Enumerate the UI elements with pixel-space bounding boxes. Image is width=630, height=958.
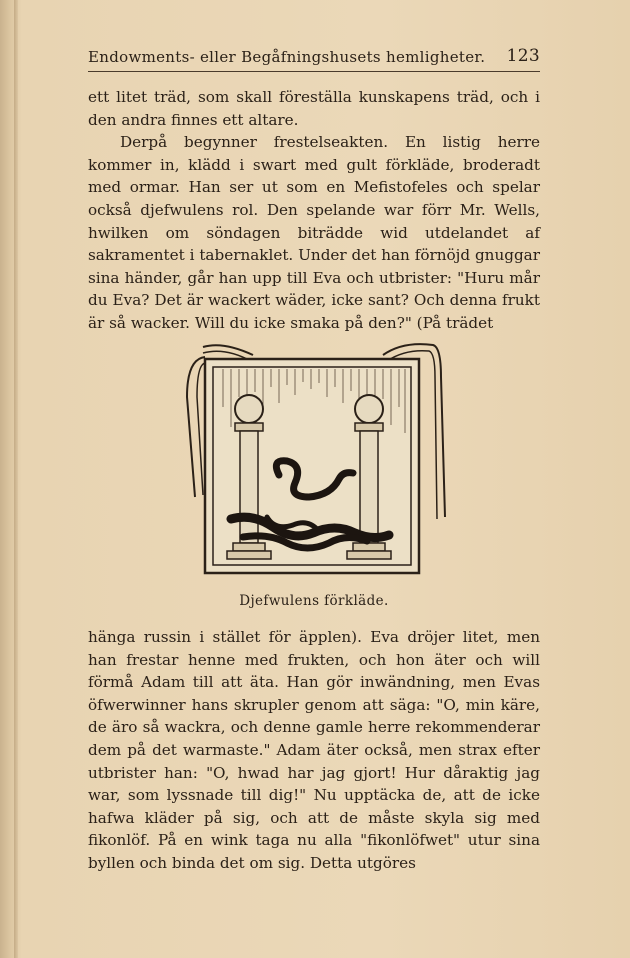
running-title: Endowments- eller Begåfningshusets hemligheter. <box>88 48 486 66</box>
text-block-bottom <box>88 626 540 875</box>
figure-apron <box>183 337 447 582</box>
running-header <box>88 44 540 68</box>
paragraph-3: hänga russin i stället för äpplen). Eva dröjer litet, men han frestar henne med frukten, och hon äter och will förmå Adam till att äta. Han gör inwändning, men Evas öfwerwinner hans skrupler genom att säga: "O, min käre, de äro så wackra, och denne gamle herre rekommenderar dem på det warmaste." Adam äter också, men strax efter utbrister han: "O, hwad har jag gjort! Hur dåraktig jag war, som lyssnade till dig!" Nu upptäcka de, att de icke hafwa kläder på sig, och att de måste skyla sig med fikonlöf. På en wink taga nu alla "fikonlöfwet" utur sina byllen och binda det om sig. Detta utgöres <box>88 628 540 872</box>
page-number: 123 <box>506 46 540 66</box>
page-spine <box>14 0 18 958</box>
text-block-top <box>88 86 540 335</box>
apron-illustration-icon <box>183 337 447 582</box>
header-rule <box>88 71 540 72</box>
paragraph-2: Derpå begynner frestelseakten. En listig herre kommer in, klädd i swart med gult förkläde, broderadt med ormar. Han ser ut som en Mefistofeles och spelar också djefwulens rol. Den spelande war förr Mr. Wells, hwilken om söndagen biträdde wid utdelandet af sakramentet i tabernaklet. Under det han förnöjd gnuggar sina händer, går han upp till Eva och utbrister: "Huru mår du Eva? Det är wackert wäder, icke sant? Och denna frukt är så wacker. Will du icke smaka på den?" (På trädet <box>88 133 540 332</box>
figure-caption: Djefwulens förkläde. <box>239 593 389 609</box>
paragraph-1: ett litet träd, som skall föreställa kunskapens träd, och i den andra finnes ett altare. <box>88 88 540 129</box>
